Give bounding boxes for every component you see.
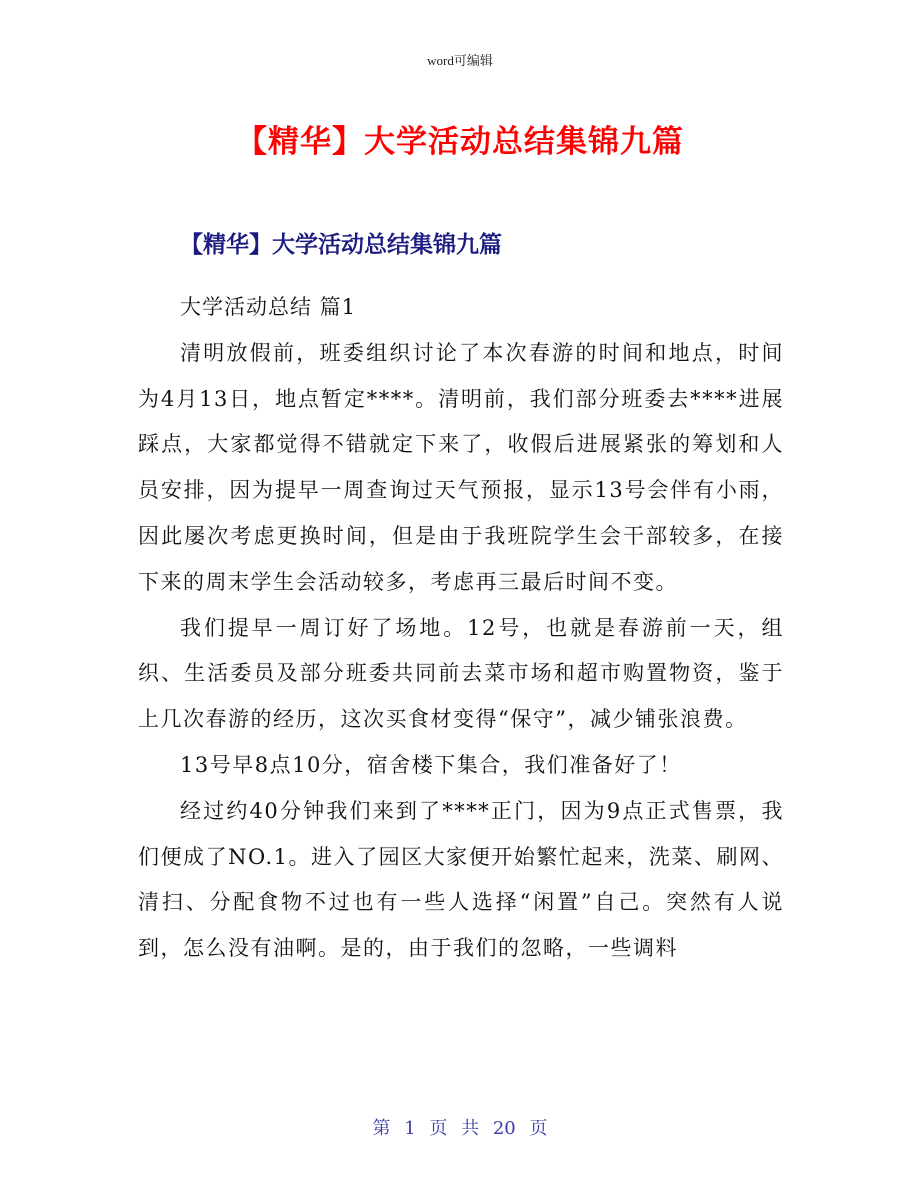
- section-heading: 大学活动总结 篇1: [180, 295, 357, 319]
- header-note: word可编辑: [427, 53, 493, 68]
- document-subtitle: 【精华】大学活动总结集锦九篇: [180, 232, 502, 258]
- document-body: [138, 285, 784, 972]
- paragraph: 13号早8点10分，宿舍楼下集合，我们准备好了！: [180, 752, 682, 777]
- paragraph: 我们提早一周订好了场地。12号，也就是春游前一天，组织、生活委员及部分班委共同前去菜市场和超市购置物资，鉴于上几次春游的经历，这次买食材变得“保守”，减少铺张浪费。: [138, 615, 784, 732]
- paragraph: 清明放假前，班委组织讨论了本次春游的时间和地点，时间为4月13日，地点暂定****。清明前，我们部分班委去****进展踩点，大家都觉得不错就定下来了，收假后进展紧张的筹划和人员安排，因为提早一周查询过天气预报，显示13号会伴有小雨，因此屡次考虑更换时间，但是由于我班院学生会干部较多，在接下来的周末学生会活动较多，考虑再三最后时间不变。: [138, 340, 784, 594]
- paragraph: 经过约40分钟我们来到了****正门，因为9点正式售票，我们便成了NO.1。进入了园区大家便开始繁忙起来，洗菜、刷网、清扫、分配食物不过也有一些人选择“闲置”自己。突然有人说到，怎么没有油啊。是的，由于我们的忽略，一些调料: [138, 798, 784, 961]
- page-number-footer: 第 1 页 共 20 页: [372, 1118, 548, 1139]
- document-title: 【精华】大学活动总结集锦九篇: [236, 124, 684, 160]
